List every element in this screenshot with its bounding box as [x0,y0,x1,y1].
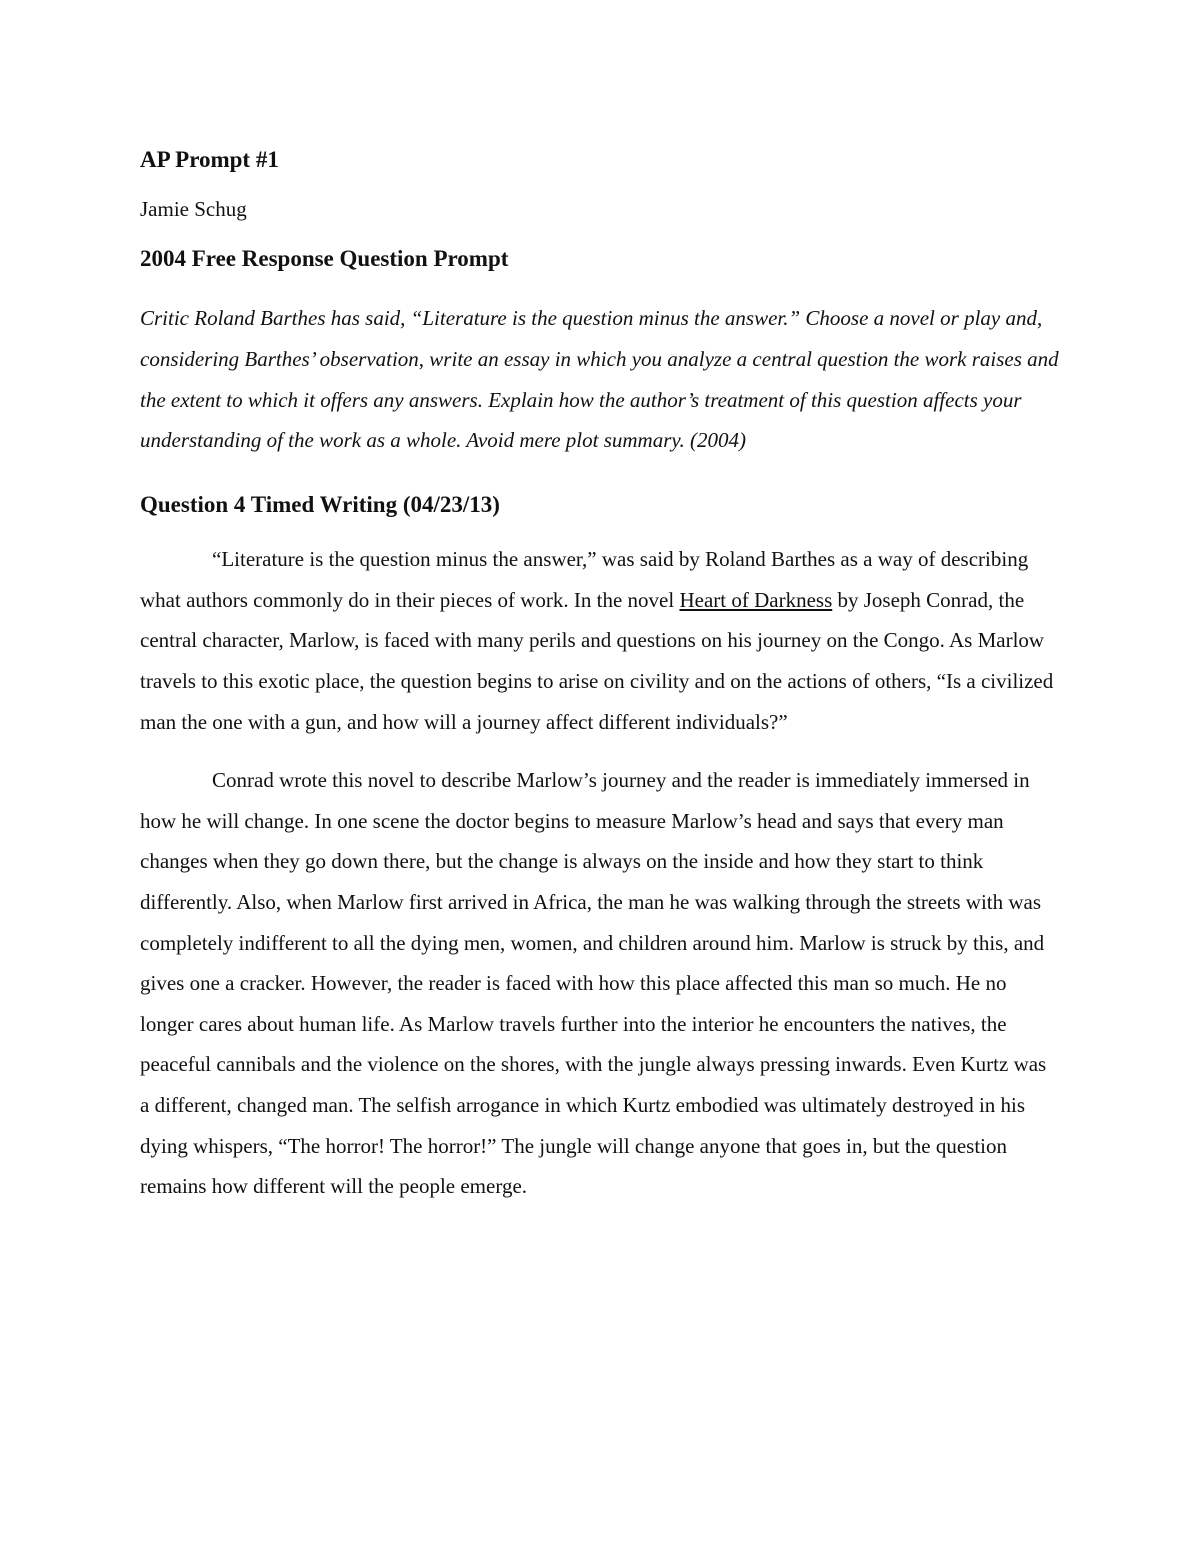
prompt-heading: 2004 Free Response Question Prompt [140,246,509,271]
author-name: Jamie Schug [140,197,247,221]
essay-paragraph-1 [140,539,1060,742]
paragraph-1-intro: “Literature is the question minus the answer,” was said by Roland Barthes as a way of describing what authors commonly do in their pieces of work. In the novel [140,547,1029,612]
document-content [140,138,1060,1207]
prompt-text: Critic Roland Barthes has said, “Literature is the question minus the answer.” Choose a novel or play and, considering Barthes’ observation, write an essay in which you analyze a central question the work raises and the extent to which it offers any answers. Explain how the author’s treatment of this question affects your understanding of the work as a whole. Avoid mere plot summary. (2004) [140,306,1059,453]
document-title: AP Prompt #1 [140,147,279,172]
book-title: Heart of Darkness [679,587,833,612]
paragraph-1-rest: by Joseph Conrad, the central character, Marlow, is faced with many perils and questions on his journey on the Congo. As Marlow travels to this exotic place, the question begins to arise on civility and on the actions of others, “Is a civilized man the one with a gun, and how will a journey affect different individuals?” [140,587,1054,734]
question-heading: Question 4 Timed Writing (04/23/13) [140,492,500,518]
essay-paragraph-2: Conrad wrote this novel to describe Marlow’s journey and the reader is immediately immersed in how he will change. In one scene the doctor begins to measure Marlow’s head and says that every man changes when they go down there, but the change is always on the inside and how they start to think differently. Also, when Marlow first arrived in Africa, the man he was walking through the streets with was completely indifferent to all the dying men, women, and children around him. Marlow is struck by this, and gives one a cracker. However, the reader is faced with how this place affected this man so much. He no longer cares about human life. As Marlow travels further into the interior he encounters the natives, the peaceful cannibals and the violence on the shores, with the jungle always pressing inwards. Even Kurtz was a different, changed man. The selfish arrogance in which Kurtz embodied was ultimately destroyed in his dying whispers, “The horror! The horror!” The jungle will change anyone that goes in, but the question remains how different will the people emerge. [140,768,1047,1199]
